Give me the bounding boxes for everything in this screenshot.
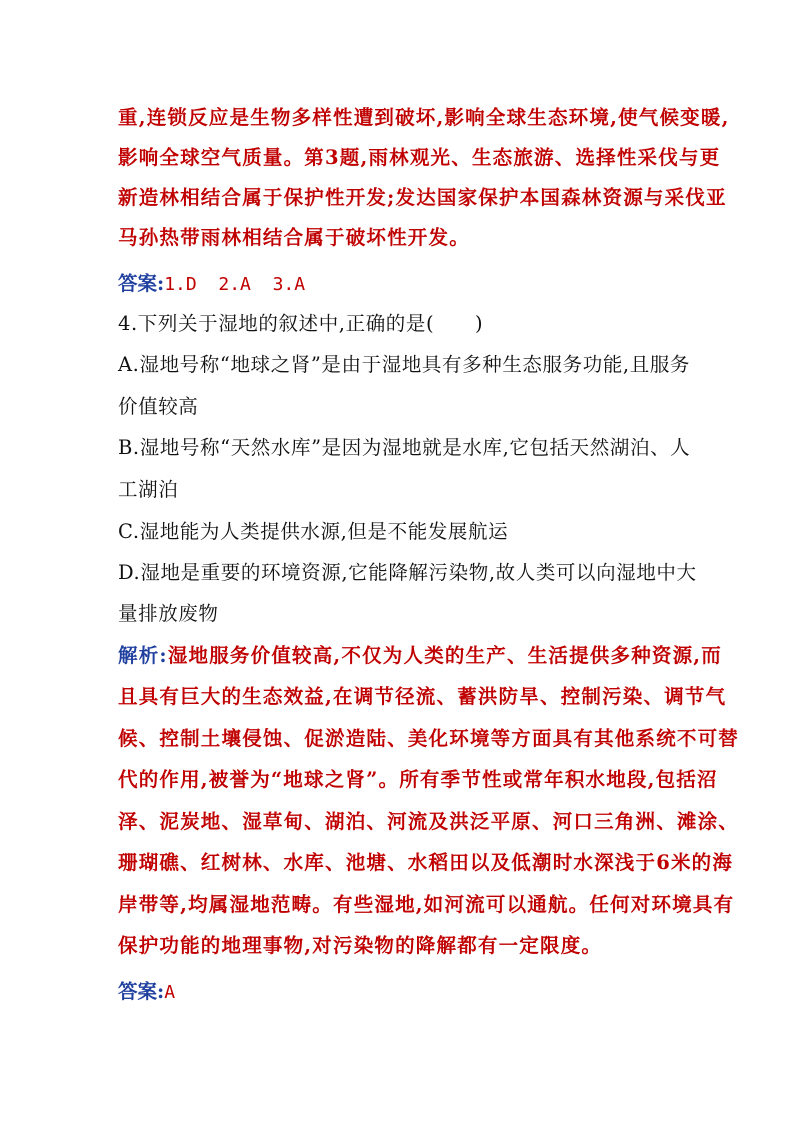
answer-row [118,272,305,297]
explanation-label: 解析: [118,644,168,667]
answer-value: A [164,982,176,1003]
explanation-line: 重,连锁反应是生物多样性遭到破坏,影响全球生态环境,使气候变暖, [118,106,730,129]
explanation-line: 代的作用,被誉为“地球之肾”。所有季节性或常年积水地段,包括沼 [118,768,718,791]
answer-label: 答案: [118,272,165,295]
question-stem: 4.下列关于湿地的叙述中,正确的是( ) [118,312,484,335]
explanation-line: 且具有巨大的生态效益,在调节径流、蓄洪防旱、控制污染、调节气 [118,685,727,708]
option-b-line: B.湿地号称“天然水库”是因为湿地就是水库,它包括天然湖泊、人 [118,436,691,459]
option-b-line: 工湖泊 [118,478,179,501]
answer-value: 1.D 2.A 3.A [164,274,306,295]
option-d-line: 量排放废物 [118,602,219,625]
option-a-line: A.湿地号称“地球之肾”是由于湿地具有多种生态服务功能,且服务 [118,353,691,376]
explanation-line: 候、控制土壤侵蚀、促淤造陆、美化环境等方面具有其他系统不可替 [118,727,740,750]
explanation-line: 保护功能的地理事物,对污染物的降解都有一定限度。 [118,934,603,957]
explanation-line: 珊瑚礁、红树林、水库、池塘、水稻田以及低潮时水深浅于6米的海 [118,851,734,874]
option-d-line: D.湿地是重要的环境资源,它能降解污染物,故人类可以向湿地中大 [118,561,697,584]
option-a-line: 价值较高 [118,395,199,418]
answer-row [118,980,175,1005]
explanation-line: 岸带等,均属湿地范畴。有些湿地,如河流可以通航。任何对环境具有 [118,893,735,916]
explanation-text: 湿地服务价值较高,不仅为人类的生产、生活提供多种资源,而 [167,644,722,667]
answer-label: 答案: [118,980,165,1003]
explanation-line: 泽、泥炭地、湿草甸、湖泊、河流及洪泛平原、河口三角洲、滩涂、 [118,810,740,833]
explanation-line: 新造林相结合属于保护性开发;发达国家保护本国森林资源与采伐亚 [118,186,727,209]
explanation-line [118,644,722,668]
explanation-line: 影响全球空气质量。第3题,雨林观光、生态旅游、选择性采伐与更 [118,146,721,169]
option-c-line: C.湿地能为人类提供水源,但是不能发展航运 [118,520,509,543]
explanation-line: 马孙热带雨林相结合属于破坏性开发。 [118,226,470,249]
